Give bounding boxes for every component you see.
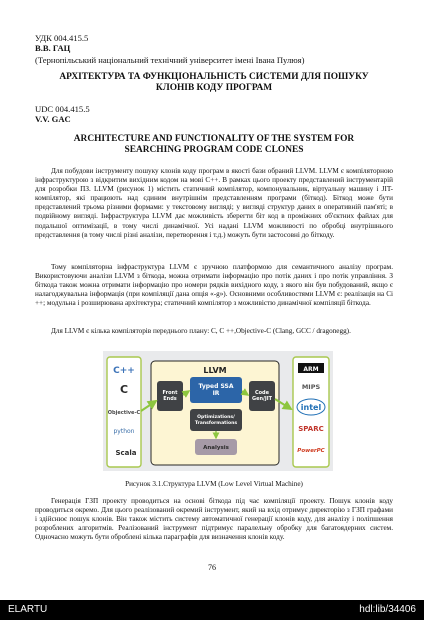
typed-ssa-ir-label: Typed SSA IR [198,383,234,397]
llvm-box [151,361,279,465]
title-ua-line1: АРХІТЕКТУРА ТА ФУНКЦІОНАЛЬНІСТЬ СИСТЕМИ ДЛЯ ПОШУКУ [59,72,369,82]
figure-caption: Рисунок 3.1.Структура LLVM (Low Level Virtual Machine) [125,480,303,488]
footer-left: ELARTU [8,604,48,615]
llvm-diagram [103,351,333,471]
paragraph-3: Для LLVM є кілька компіляторів переднього плану: C, C ++,Objective-C (Clang, GCC / dragonegg). [51,327,351,335]
cpp-logo: C++ [113,366,135,376]
llvm-title: LLVM [203,366,227,375]
llvm-structure-figure [103,351,333,471]
title-en-line2: SEARCHING PROGRAM CODE CLONES [124,145,304,155]
author-en: V.V. GAC [35,114,71,124]
scala-logo: Scala [115,449,137,457]
title-en-line1: ARCHITECTURE AND FUNCTIONALITY OF THE SYSTEM FOR [73,134,355,144]
optimizations-label: Optimizations/ Transformations [194,415,238,426]
analysis-label: Analysis [203,445,229,451]
udc-en: UDC 004.415.5 [35,104,90,114]
udc-ua: УДК 004.415.5 [35,33,89,43]
code-gen-label: Code Gen/JIT [251,390,273,402]
left-logo-column [107,357,141,467]
objective-c-logo: Objective-C [107,410,141,416]
mips-logo: MIPS [301,383,321,391]
footer-right: hdl:lib/34406 [359,604,416,615]
intel-logo: intel [300,403,322,412]
powerpc-logo: PowerPC [297,448,325,454]
paragraph-1: Для побудови інструменту пошуку клонів коду програм в якості бази обраний LLVM. LLVM є компіляторною інфраструктурою з відкритим вихідним кодом на мові C++. В рамках цього проекту представлений інструментарій для розробки ПЗ. LLVM (рисунок 1) містить статичний компілятор, компонувальник, віртуальну машину і JIT-компілятор, які працюють над єдиним внутрішнім представленням програми (бiткод). Біткод може бути представлений трьома різними формами: у текстовому вигляді; у вигляді структур даних в оперативній пам'яті; в подвійному вигляді. Інфраструктура LLVM дає можливість зберегти біт код в проміжних об'єктних файлах для подальшої оптимізації, в тому числі динамічної. Усі надані LLVM можливості по обробці внутрішнього представлення (в тому числі різні аналізи, перетворення і т.д.) можуть бути застосовні до біткоду. [35,167,393,239]
paragraph-2: Тому компіляторна інфраструктура LLVM є зручною платформою для семантичного аналізу програм. Використовуючи аналізи LLVM з біткода, можна отримати інформацію про потік даних і про потік управління. З біткода також можна отримати інформацію про номери рядків вихідного коду, з якого він був побудований, якщо є налагоджувальна інформація (при компіляції дана опція «-g»). Основними особливостями LLVM є: реалізація на Сі ++; модульна і розширювана архітектура; статичний компілятор з можливістю динамічної компіляції біткода. [35,263,393,308]
paragraph-4: Генерація ГЗП проекту проводиться на основі біткода під час компіляції проекту. Пошук клонів коду проводиться окремо. Для цього реалізований окремий інструмент, який на вхід отримує директорію з ГЗП графами і здійснює пошук клонів. Він також містить систему автоматичної генерації клонів коду, для аналізу і поліпшення розроблених алгоритмів. Реалізований інструмент підтримує паралельну обробку для багатоядерних систем. Одночасно можуть бути оброблені кілька параграфів для визначення клонів коду. [35,497,393,542]
sparc-logo: SPARC [298,425,324,433]
front-ends-label: Front Ends [162,390,178,402]
author-ua: В.В. ГАЦ [35,43,71,53]
footer-bar [0,600,424,620]
arm-logo: ARM [303,366,319,373]
affiliation-ua: (Тернопільський національний технічний університет імені Івана Пулюя) [35,55,305,65]
page-number: 76 [208,563,216,572]
c-logo: C [119,383,129,396]
python-logo: python [113,428,135,435]
optimizations-box [190,409,242,431]
title-ua-line2: КЛОНІВ КОДУ ПРОГРАМ [155,83,273,93]
right-logo-column [293,357,329,467]
